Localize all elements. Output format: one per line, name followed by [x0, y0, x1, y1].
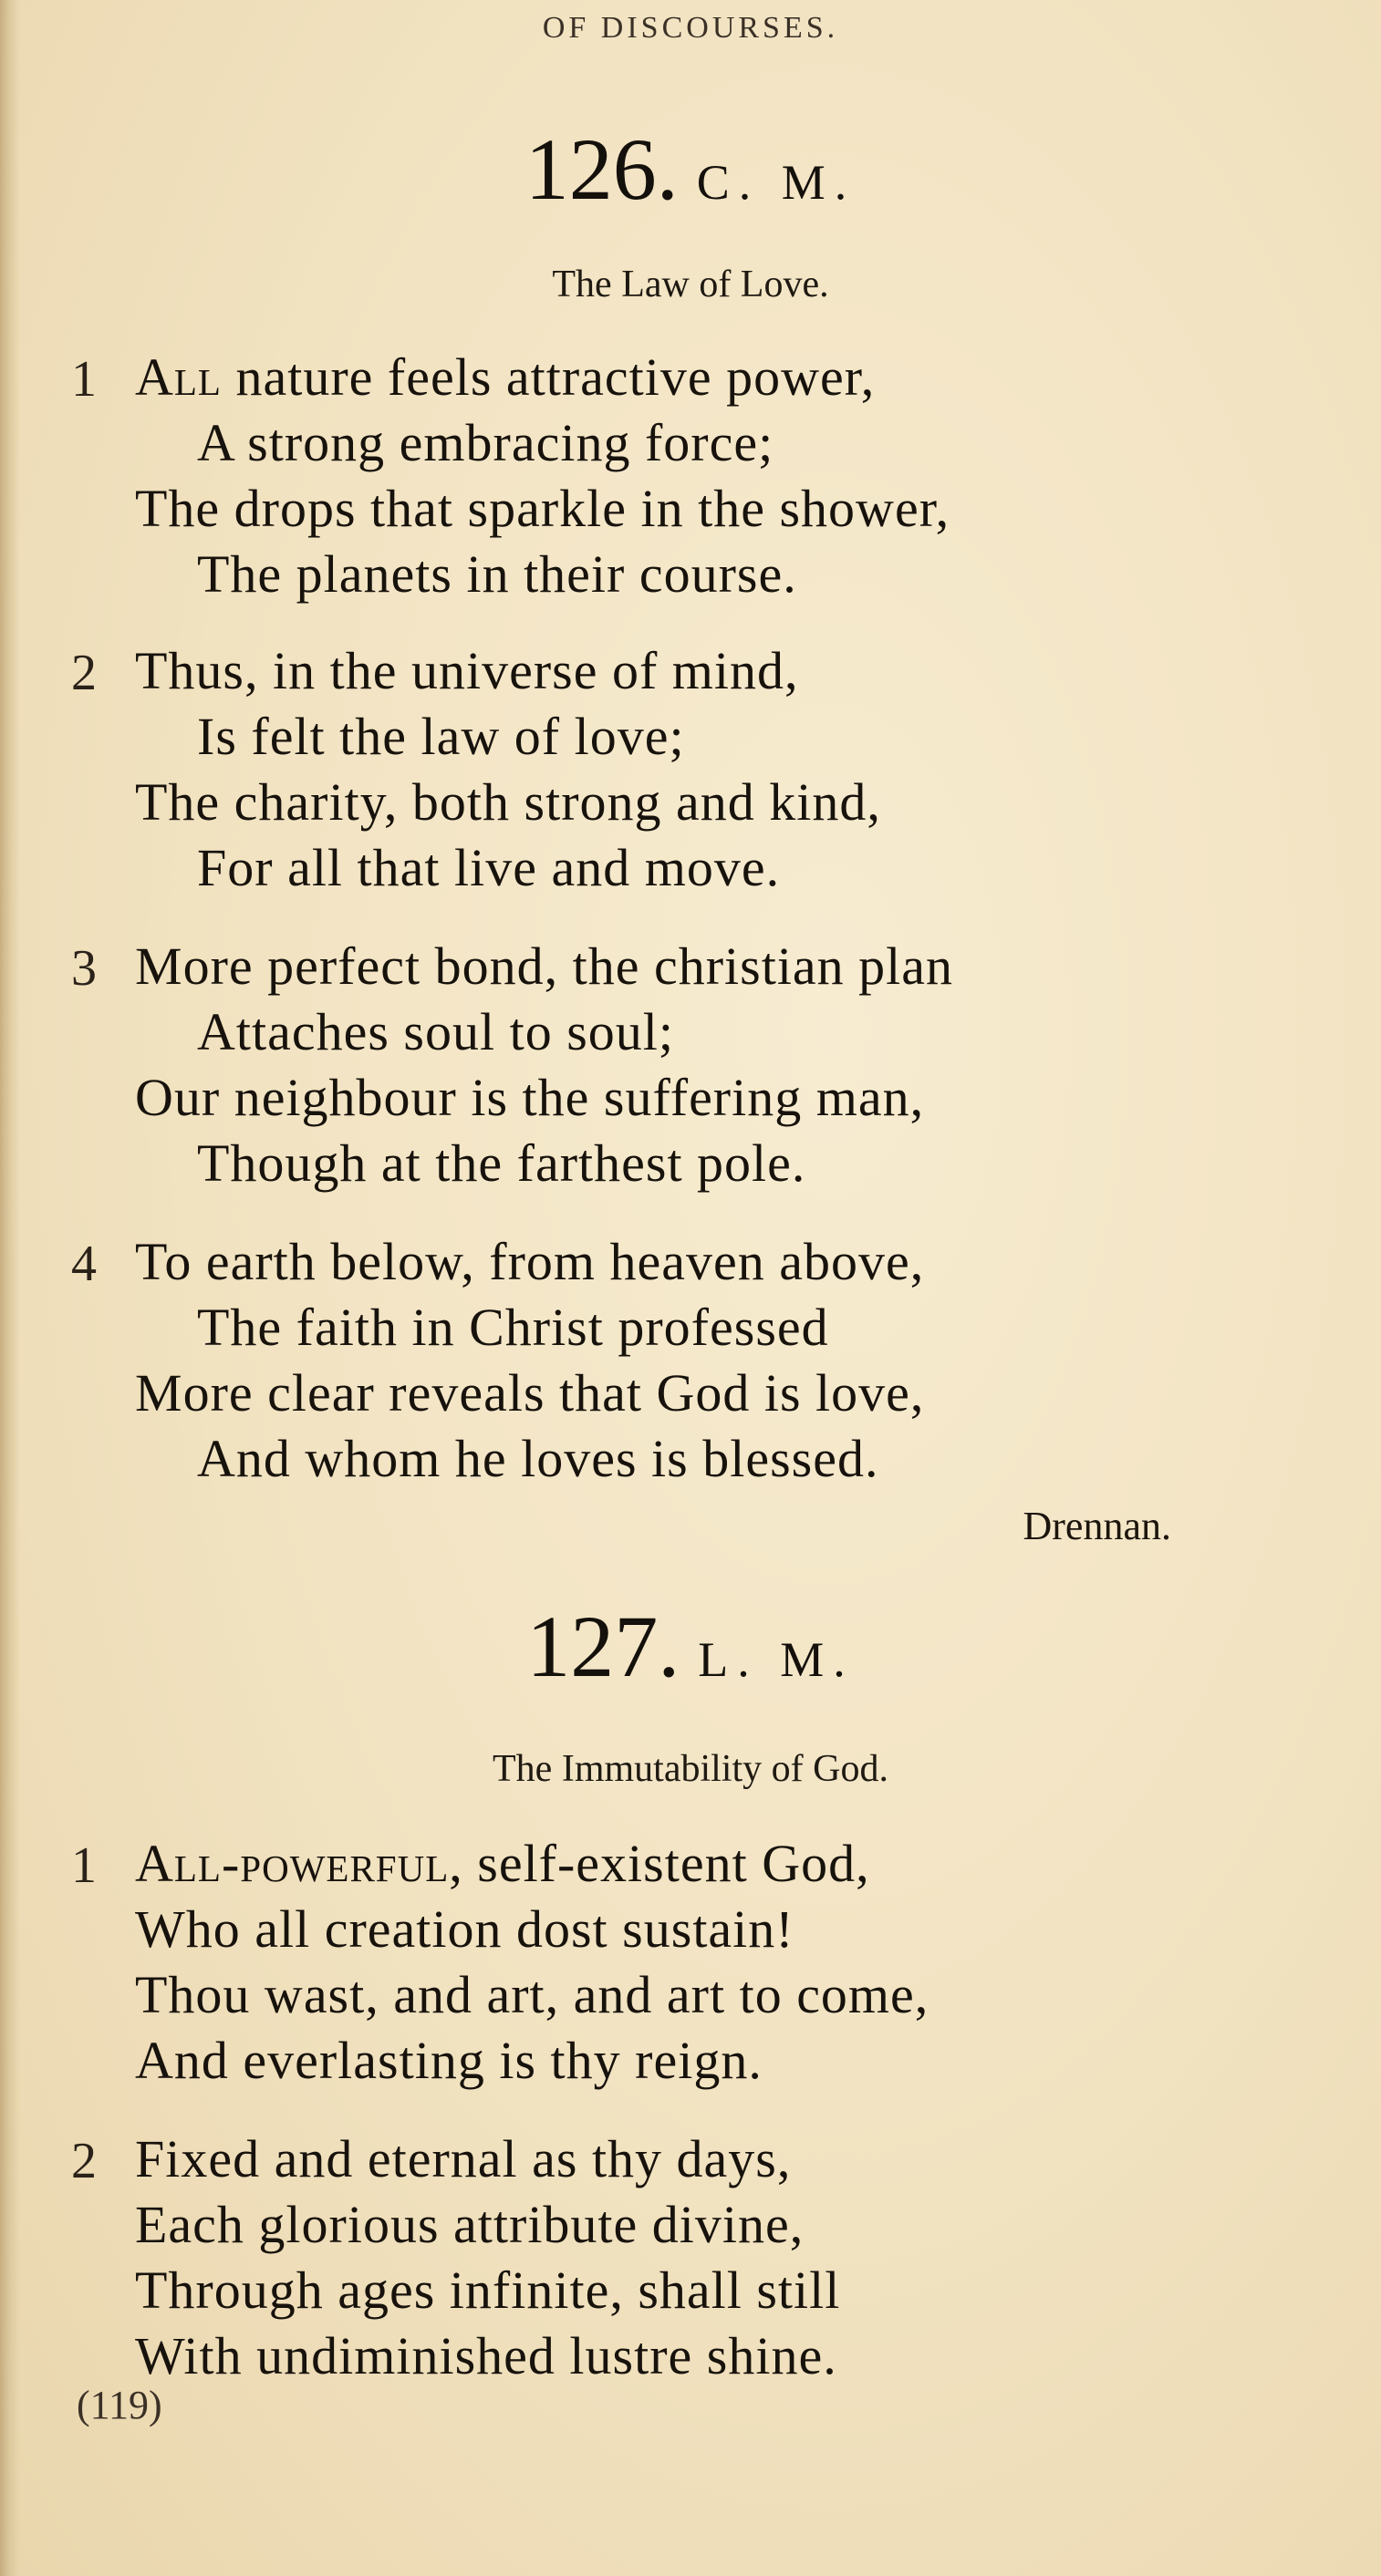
verse-line-text: self-existent God, [462, 1834, 870, 1893]
verse-line: With undiminished lustre shine. [135, 2326, 837, 2385]
hymn-126-attribution: Drennan. [1023, 1504, 1171, 1548]
verse-line: Though at the farthest pole. [197, 1133, 806, 1193]
verse-line: The faith in Christ professed [197, 1298, 829, 1357]
hymn-meter: L. M. [698, 1632, 855, 1687]
verse-number: 2 [71, 645, 97, 701]
verse-line: Thou wast, and art, and art to come, [135, 1965, 929, 2024]
hymn-number: 126. [524, 120, 679, 218]
verse-number: 4 [71, 1236, 97, 1292]
verse-number: 1 [71, 1837, 97, 1894]
verse-line: Fixed and eternal as thy days, [135, 2129, 792, 2188]
running-head: OF DISCOURSES. [542, 11, 839, 45]
verse-lead-word: All [135, 347, 222, 407]
page-number: (119) [77, 2383, 162, 2427]
hymn-127-heading [0, 1596, 1381, 1697]
verse-line-text: nature feels attractive power, [221, 347, 876, 407]
verse-line: Who all creation dost sustain! [135, 1899, 794, 1959]
verse-line: More clear reveals that God is love, [135, 1363, 925, 1422]
verse-line: Our neighbour is the suffering man, [135, 1068, 925, 1127]
verse-line: More perfect bond, the christian plan [135, 936, 954, 996]
verse-line: Thus, in the universe of mind, [135, 641, 799, 700]
verse-line: Is felt the law of love; [197, 707, 685, 766]
binding-edge [0, 0, 20, 2576]
verse-line: And whom he loves is blessed. [197, 1429, 879, 1488]
hymn-number: 127. [526, 1598, 680, 1695]
verse-number: 1 [71, 351, 97, 408]
verse-line: Each glorious attribute divine, [135, 2195, 805, 2254]
verse-lead-word: All-powerful, [135, 1834, 463, 1893]
verse-line: The drops that sparkle in the shower, [135, 479, 950, 538]
verse-line: To earth below, from heaven above, [135, 1232, 925, 1291]
hymn-126-title: The Law of Love. [552, 264, 829, 305]
verse-line: The charity, both strong and kind, [135, 772, 881, 832]
verse-line: For all that live and move. [197, 838, 781, 897]
hymn-meter: C. M. [696, 155, 857, 210]
verse-number: 2 [71, 2133, 97, 2189]
verse-line [135, 1833, 870, 1894]
verse-line [135, 347, 875, 408]
verse-line: The planets in their course. [197, 544, 797, 604]
verse-line: And everlasting is thy reign. [135, 2031, 763, 2090]
verse-line: A strong embracing force; [197, 413, 774, 472]
hymn-126-heading [0, 119, 1381, 220]
verse-line: Through ages infinite, shall still [135, 2260, 841, 2320]
verse-number: 3 [71, 940, 97, 997]
verse-line: Attaches soul to soul; [197, 1002, 675, 1061]
hymn-127-title: The Immutability of God. [493, 1748, 888, 1790]
